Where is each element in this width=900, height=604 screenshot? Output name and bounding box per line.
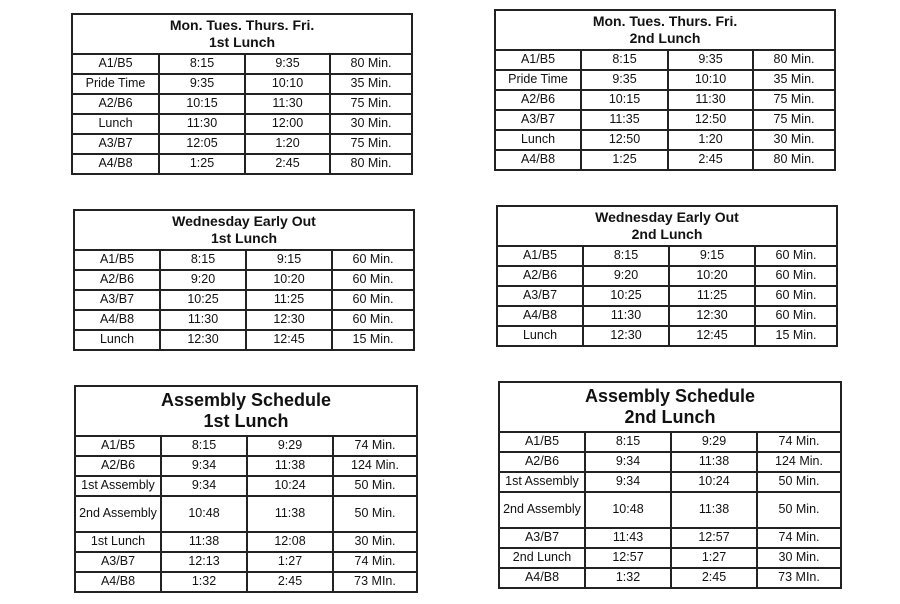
table-row xyxy=(497,326,837,346)
start-time-cell: 10:48 xyxy=(161,496,247,532)
start-time-cell: 8:15 xyxy=(160,250,246,270)
start-time-cell: 11:35 xyxy=(581,110,668,130)
table-title xyxy=(499,382,841,432)
table-row xyxy=(497,306,837,326)
end-time-cell: 11:38 xyxy=(671,452,757,472)
duration-cell: 75 Min. xyxy=(753,90,835,110)
table-row xyxy=(75,552,417,572)
period-cell: 1st Lunch xyxy=(75,532,161,552)
table-row xyxy=(72,154,412,174)
end-time-cell: 12:30 xyxy=(669,306,755,326)
table-row xyxy=(75,572,417,592)
table-row xyxy=(495,130,835,150)
duration-cell: 50 Min. xyxy=(757,472,841,492)
duration-cell: 73 MIn. xyxy=(333,572,417,592)
period-cell: A4/B8 xyxy=(74,310,160,330)
period-cell: A1/B5 xyxy=(495,50,581,70)
title-line: Mon. Tues. Thurs. Fri. xyxy=(592,12,738,29)
duration-cell: 74 Min. xyxy=(333,436,417,456)
table-row xyxy=(495,110,835,130)
duration-cell: 124 Min. xyxy=(333,456,417,476)
duration-cell: 60 Min. xyxy=(755,286,837,306)
title-line: 1st Lunch xyxy=(208,34,276,50)
table-row xyxy=(499,432,841,452)
period-cell: A4/B8 xyxy=(497,306,583,326)
schedule-table-wednesday-2nd-lunch xyxy=(496,205,838,347)
title-line: Mon. Tues. Thurs. Fri. xyxy=(169,16,315,33)
period-cell: Lunch xyxy=(497,326,583,346)
start-time-cell: 12:50 xyxy=(581,130,668,150)
table-row xyxy=(499,492,841,528)
period-cell: Lunch xyxy=(495,130,581,150)
end-time-cell: 11:38 xyxy=(247,496,333,532)
table-row xyxy=(72,74,412,94)
start-time-cell: 10:15 xyxy=(159,94,245,114)
schedule-table-assembly-1st-lunch xyxy=(74,385,418,593)
schedule-table-regular-2nd-lunch xyxy=(494,9,836,171)
period-cell: A2/B6 xyxy=(495,90,581,110)
start-time-cell: 12:05 xyxy=(159,134,245,154)
table-row xyxy=(72,94,412,114)
duration-cell: 60 Min. xyxy=(332,250,414,270)
start-time-cell: 9:35 xyxy=(581,70,668,90)
end-time-cell: 9:29 xyxy=(671,432,757,452)
duration-cell: 50 Min. xyxy=(333,476,417,496)
table-row xyxy=(495,50,835,70)
start-time-cell: 9:20 xyxy=(160,270,246,290)
duration-cell: 60 Min. xyxy=(332,310,414,330)
table-row xyxy=(75,436,417,456)
period-cell: 2nd Lunch xyxy=(499,548,585,568)
period-cell: A2/B6 xyxy=(497,266,583,286)
duration-cell: 74 Min. xyxy=(333,552,417,572)
start-time-cell: 9:34 xyxy=(585,472,671,492)
schedule-table-wednesday-1st-lunch xyxy=(73,209,415,351)
start-time-cell: 12:30 xyxy=(583,326,669,346)
duration-cell: 75 Min. xyxy=(330,134,412,154)
start-time-cell: 1:32 xyxy=(161,572,247,592)
start-time-cell: 11:43 xyxy=(585,528,671,548)
start-time-cell: 11:30 xyxy=(583,306,669,326)
start-time-cell: 8:15 xyxy=(161,436,247,456)
period-cell: A4/B8 xyxy=(495,150,581,170)
start-time-cell: 1:25 xyxy=(581,150,668,170)
duration-cell: 35 Min. xyxy=(330,74,412,94)
duration-cell: 80 Min. xyxy=(753,50,835,70)
duration-cell: 80 Min. xyxy=(330,54,412,74)
period-cell: A1/B5 xyxy=(497,246,583,266)
duration-cell: 30 Min. xyxy=(333,532,417,552)
table-row xyxy=(75,532,417,552)
title-line: 2nd Lunch xyxy=(624,407,716,427)
duration-cell: 124 Min. xyxy=(757,452,841,472)
end-time-cell: 11:38 xyxy=(247,456,333,476)
period-cell: Pride Time xyxy=(72,74,159,94)
start-time-cell: 8:15 xyxy=(585,432,671,452)
table-row xyxy=(499,472,841,492)
end-time-cell: 11:38 xyxy=(671,492,757,528)
end-time-cell: 2:45 xyxy=(668,150,753,170)
end-time-cell: 1:27 xyxy=(671,548,757,568)
period-cell: A2/B6 xyxy=(75,456,161,476)
period-cell: 2nd Assembly xyxy=(75,496,161,532)
period-cell: A3/B7 xyxy=(499,528,585,548)
table-row xyxy=(497,286,837,306)
table-row xyxy=(74,270,414,290)
title-line: 2nd Lunch xyxy=(631,226,703,242)
table-row xyxy=(74,290,414,310)
start-time-cell: 8:15 xyxy=(583,246,669,266)
table-title xyxy=(72,14,412,54)
duration-cell: 74 Min. xyxy=(757,432,841,452)
period-cell: A1/B5 xyxy=(74,250,160,270)
start-time-cell: 12:13 xyxy=(161,552,247,572)
period-cell: A4/B8 xyxy=(75,572,161,592)
table-row xyxy=(499,568,841,588)
title-line: Wednesday Early Out xyxy=(595,208,739,225)
table-row xyxy=(499,528,841,548)
start-time-cell: 9:34 xyxy=(161,476,247,496)
period-cell: 1st Assembly xyxy=(75,476,161,496)
start-time-cell: 8:15 xyxy=(159,54,245,74)
period-cell: A1/B5 xyxy=(499,432,585,452)
period-cell: 1st Assembly xyxy=(499,472,585,492)
period-cell: A3/B7 xyxy=(497,286,583,306)
duration-cell: 75 Min. xyxy=(753,110,835,130)
duration-cell: 50 Min. xyxy=(757,492,841,528)
table-row xyxy=(495,70,835,90)
end-time-cell: 10:10 xyxy=(245,74,330,94)
table-title xyxy=(74,210,414,250)
end-time-cell: 11:25 xyxy=(669,286,755,306)
duration-cell: 30 Min. xyxy=(330,114,412,134)
period-cell: A3/B7 xyxy=(495,110,581,130)
duration-cell: 73 MIn. xyxy=(757,568,841,588)
end-time-cell: 9:15 xyxy=(669,246,755,266)
duration-cell: 35 Min. xyxy=(753,70,835,90)
end-time-cell: 9:35 xyxy=(245,54,330,74)
start-time-cell: 10:25 xyxy=(160,290,246,310)
period-cell: Lunch xyxy=(72,114,159,134)
end-time-cell: 9:29 xyxy=(247,436,333,456)
period-cell: Lunch xyxy=(74,330,160,350)
table-row xyxy=(74,310,414,330)
duration-cell: 60 Min. xyxy=(332,270,414,290)
duration-cell: 74 Min. xyxy=(757,528,841,548)
end-time-cell: 12:30 xyxy=(246,310,332,330)
period-cell: A3/B7 xyxy=(75,552,161,572)
table-row xyxy=(499,548,841,568)
end-time-cell: 1:20 xyxy=(668,130,753,150)
duration-cell: 60 Min. xyxy=(755,246,837,266)
start-time-cell: 10:48 xyxy=(585,492,671,528)
duration-cell: 80 Min. xyxy=(753,150,835,170)
end-time-cell: 12:08 xyxy=(247,532,333,552)
start-time-cell: 9:34 xyxy=(585,452,671,472)
period-cell: A2/B6 xyxy=(499,452,585,472)
start-time-cell: 11:38 xyxy=(161,532,247,552)
end-time-cell: 10:20 xyxy=(669,266,755,286)
table-title xyxy=(497,206,837,246)
start-time-cell: 11:30 xyxy=(160,310,246,330)
title-line: 1st Lunch xyxy=(203,411,289,431)
start-time-cell: 8:15 xyxy=(581,50,668,70)
start-time-cell: 9:35 xyxy=(159,74,245,94)
duration-cell: 50 Min. xyxy=(333,496,417,532)
period-cell: A3/B7 xyxy=(72,134,159,154)
duration-cell: 15 Min. xyxy=(755,326,837,346)
end-time-cell: 2:45 xyxy=(671,568,757,588)
duration-cell: 30 Min. xyxy=(757,548,841,568)
duration-cell: 15 Min. xyxy=(332,330,414,350)
period-cell: A1/B5 xyxy=(75,436,161,456)
end-time-cell: 11:30 xyxy=(245,94,330,114)
table-row xyxy=(495,90,835,110)
table-row xyxy=(497,246,837,266)
table-row xyxy=(72,114,412,134)
title-line: 1st Lunch xyxy=(210,230,278,246)
schedule-table-regular-1st-lunch xyxy=(71,13,413,175)
start-time-cell: 10:25 xyxy=(583,286,669,306)
start-time-cell: 11:30 xyxy=(159,114,245,134)
start-time-cell: 12:30 xyxy=(160,330,246,350)
schedule-table-assembly-2nd-lunch xyxy=(498,381,842,589)
start-time-cell: 9:20 xyxy=(583,266,669,286)
table-row xyxy=(497,266,837,286)
end-time-cell: 12:50 xyxy=(668,110,753,130)
end-time-cell: 10:20 xyxy=(246,270,332,290)
table-row xyxy=(72,54,412,74)
end-time-cell: 11:25 xyxy=(246,290,332,310)
start-time-cell: 1:25 xyxy=(159,154,245,174)
table-row xyxy=(499,452,841,472)
title-line: Wednesday Early Out xyxy=(172,212,316,229)
end-time-cell: 9:15 xyxy=(246,250,332,270)
start-time-cell: 9:34 xyxy=(161,456,247,476)
table-row xyxy=(72,134,412,154)
start-time-cell: 10:15 xyxy=(581,90,668,110)
table-title xyxy=(495,10,835,50)
duration-cell: 80 Min. xyxy=(330,154,412,174)
end-time-cell: 9:35 xyxy=(668,50,753,70)
title-line: Assembly Schedule xyxy=(160,390,332,411)
end-time-cell: 2:45 xyxy=(247,572,333,592)
period-cell: A4/B8 xyxy=(72,154,159,174)
table-row xyxy=(75,496,417,532)
end-time-cell: 12:00 xyxy=(245,114,330,134)
table-row xyxy=(75,456,417,476)
end-time-cell: 12:45 xyxy=(669,326,755,346)
end-time-cell: 10:24 xyxy=(247,476,333,496)
end-time-cell: 2:45 xyxy=(245,154,330,174)
period-cell: A2/B6 xyxy=(74,270,160,290)
duration-cell: 60 Min. xyxy=(755,266,837,286)
period-cell: A3/B7 xyxy=(74,290,160,310)
duration-cell: 60 Min. xyxy=(755,306,837,326)
table-title xyxy=(75,386,417,436)
period-cell: Pride Time xyxy=(495,70,581,90)
end-time-cell: 10:10 xyxy=(668,70,753,90)
end-time-cell: 12:45 xyxy=(246,330,332,350)
start-time-cell: 1:32 xyxy=(585,568,671,588)
period-cell: A4/B8 xyxy=(499,568,585,588)
end-time-cell: 1:27 xyxy=(247,552,333,572)
table-row xyxy=(75,476,417,496)
table-row xyxy=(74,250,414,270)
duration-cell: 60 Min. xyxy=(332,290,414,310)
period-cell: 2nd Assembly xyxy=(499,492,585,528)
title-line: Assembly Schedule xyxy=(584,386,756,407)
start-time-cell: 12:57 xyxy=(585,548,671,568)
title-line: 2nd Lunch xyxy=(629,30,701,46)
table-row xyxy=(74,330,414,350)
end-time-cell: 10:24 xyxy=(671,472,757,492)
period-cell: A1/B5 xyxy=(72,54,159,74)
table-row xyxy=(495,150,835,170)
end-time-cell: 12:57 xyxy=(671,528,757,548)
duration-cell: 75 Min. xyxy=(330,94,412,114)
end-time-cell: 11:30 xyxy=(668,90,753,110)
end-time-cell: 1:20 xyxy=(245,134,330,154)
duration-cell: 30 Min. xyxy=(753,130,835,150)
period-cell: A2/B6 xyxy=(72,94,159,114)
